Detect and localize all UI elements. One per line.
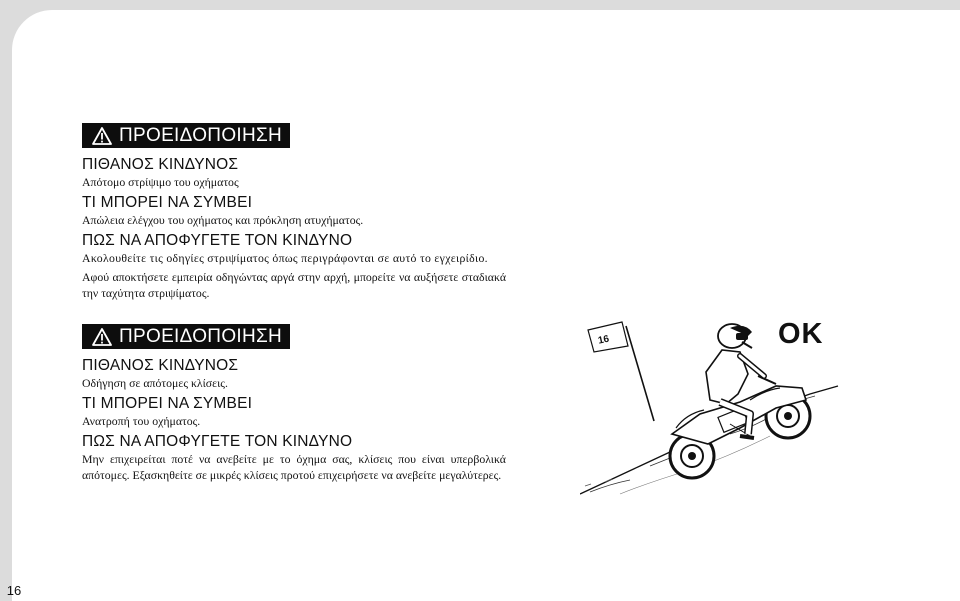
manual-page [12, 10, 960, 601]
consequence-text: Ανατροπή του οχήματος. [82, 414, 201, 428]
consequence-text: Απώλεια ελέγχου του οχήματος και πρόκληση ατυχήματος. [82, 213, 364, 227]
warning-triangle-icon [92, 127, 112, 145]
warning-banner-label: ΠΡΟΕΙΔΟΠΟΙΗΣΗ [119, 124, 283, 146]
avoid-text-2: Αφού αποκτήσετε εμπειρία οδηγώντας αργά στην αρχή, μπορείτε να αυξήσετε σταδιακά την ταχύτητα στριψίματος. [82, 270, 506, 300]
warning-block-slopes [82, 324, 522, 486]
warning-banner [82, 324, 290, 349]
ok-label: OK [778, 318, 824, 350]
hazard-heading: ΠΙΘΑΝΟΣ ΚΙΝΔΥΝΟΣ [82, 357, 239, 374]
avoid-heading: ΠΩΣ ΝΑ ΑΠΟΦΥΓΕΤΕ ΤΟΝ ΚΙΝΔΥΝΟ [82, 232, 353, 249]
warning-block-turning [82, 123, 522, 304]
flag-number: 16 [597, 333, 611, 347]
consequence-heading: ΤΙ ΜΠΟΡΕΙ ΝΑ ΣΥΜΒΕΙ [82, 194, 253, 211]
hazard-text: Απότομο στρίψιμο του οχήματος [82, 175, 239, 189]
warning-triangle-icon [92, 328, 112, 346]
page-number: 16 [6, 583, 22, 598]
avoid-text-1: Ακολουθείτε τις οδηγίες στριψίματος όπως περιγράφονται σε αυτό το εγχειρίδιο. [82, 251, 488, 265]
warning-banner [82, 123, 290, 148]
consequence-heading: ΤΙ ΜΠΟΡΕΙ ΝΑ ΣΥΜΒΕΙ [82, 395, 253, 412]
hazard-text: Οδήγηση σε απότομες κλίσεις. [82, 376, 228, 390]
avoid-heading: ΠΩΣ ΝΑ ΑΠΟΦΥΓΕΤΕ ΤΟΝ ΚΙΝΔΥΝΟ [82, 433, 353, 450]
warning-banner-label: ΠΡΟΕΙΔΟΠΟΙΗΣΗ [119, 325, 283, 347]
hazard-heading: ΠΙΘΑΝΟΣ ΚΙΝΔΥΝΟΣ [82, 156, 239, 173]
avoid-text-1: Μην επιχειρείται ποτέ να ανεβείτε με το όχημα σας, κλίσεις που είναι υπερβολικά απότομες. Εξασκηθείτε σε μικρές κλίσεις προτού επιχειρήσετε να ανεβείτε μεγαλύτερες. [82, 452, 506, 482]
